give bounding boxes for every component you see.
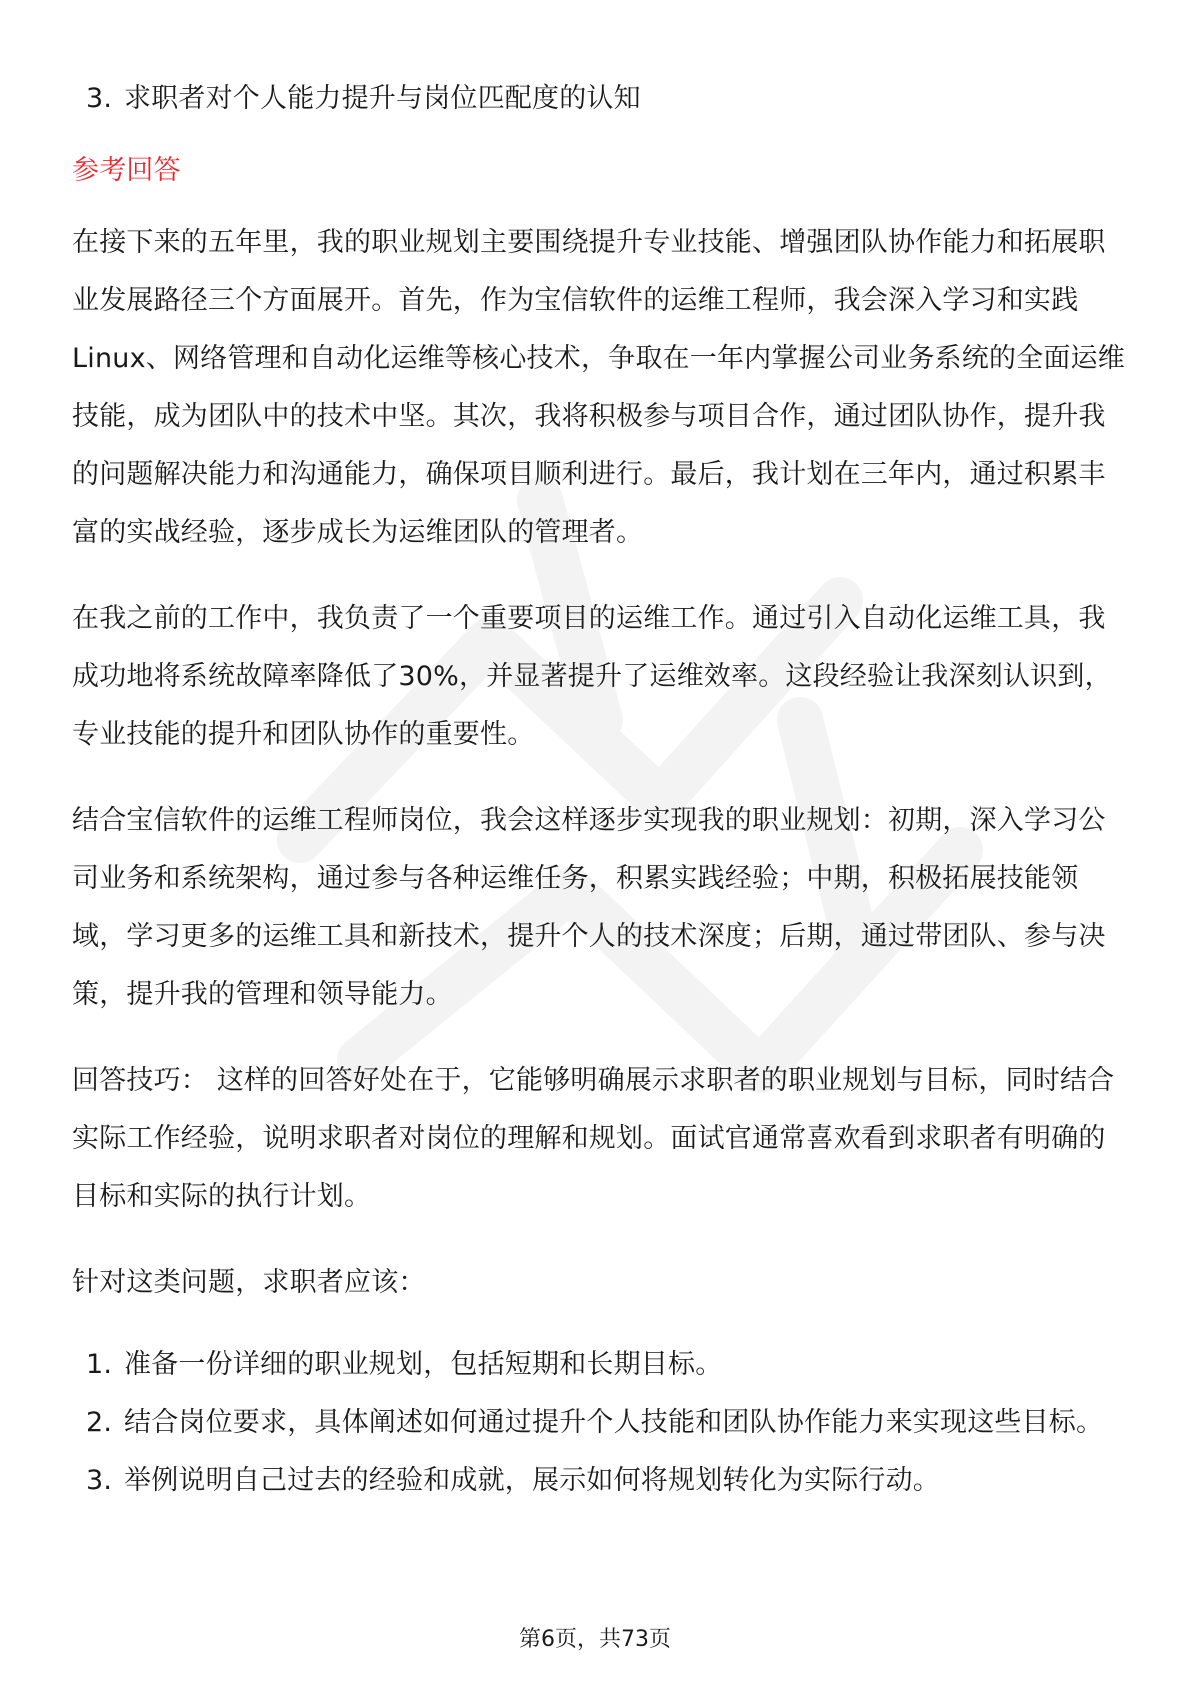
list-item-text: 结合岗位要求，具体阐述如何通过提升个人技能和团队协作能力来实现这些目标。 [124, 1407, 1104, 1438]
list-item [72, 1452, 1132, 1510]
list-item-number: 3. [86, 1465, 113, 1496]
answer-heading: 参考回答 [72, 155, 181, 186]
list-item [72, 1394, 1132, 1452]
list-item [72, 70, 1132, 128]
list-item-text: 准备一份详细的职业规划，包括短期和长期目标。 [124, 1349, 723, 1380]
advice-list [72, 1336, 1132, 1510]
intro-list [72, 70, 1132, 128]
experience-paragraph: 在我之前的工作中，我负责了一个重要项目的运维工作。通过引入自动化运维工具，我成功地将系统故障率降低了30%，并显著提升了运维效率。这段经验让我深刻认识到，专业技能的提升和团队协作的重要性。 [72, 603, 1112, 750]
list-item-number: 1. [86, 1349, 113, 1380]
document-body [72, 70, 1132, 1510]
list-item-number: 3. [86, 83, 113, 114]
page-number-footer: 第6页，共73页 [519, 1627, 671, 1652]
tips-paragraph: 回答技巧： 这样的回答好处在于，它能够明确展示求职者的职业规划与目标，同时结合实际工作经验，说明求职者对岗位的理解和规划。面试官通常喜欢看到求职者有明确的目标和实际的执行计划。 [72, 1065, 1115, 1212]
advice-intro: 针对这类问题，求职者应该： [72, 1267, 426, 1298]
list-item-text: 求职者对个人能力提升与岗位匹配度的认知 [124, 83, 641, 114]
list-item-text: 举例说明自己过去的经验和成就，展示如何将规划转化为实际行动。 [124, 1465, 940, 1496]
list-item [72, 1336, 1132, 1394]
answer-paragraph: 在接下来的五年里，我的职业规划主要围绕提升专业技能、增强团队协作能力和拓展职业发展路径三个方面展开。首先，作为宝信软件的运维工程师，我会深入学习和实践Linux、网络管理和自动化运维等核心技术，争取在一年内掌握公司业务系统的全面运维技能，成为团队中的技术中坚。其次，我将积极参与项目合作，通过团队协作，提升我的问题解决能力和沟通能力，确保项目顺利进行。最后，我计划在三年内，通过积累丰富的实战经验，逐步成长为运维团队的管理者。 [72, 227, 1125, 548]
list-item-number: 2. [86, 1407, 113, 1438]
plan-paragraph: 结合宝信软件的运维工程师岗位，我会这样逐步实现我的职业规划：初期，深入学习公司业务和系统架构，通过参与各种运维任务，积累实践经验；中期，积极拓展技能领域，学习更多的运维工具和新技术，提升个人的技术深度；后期，通过带团队、参与决策，提升我的管理和领导能力。 [72, 805, 1106, 1010]
